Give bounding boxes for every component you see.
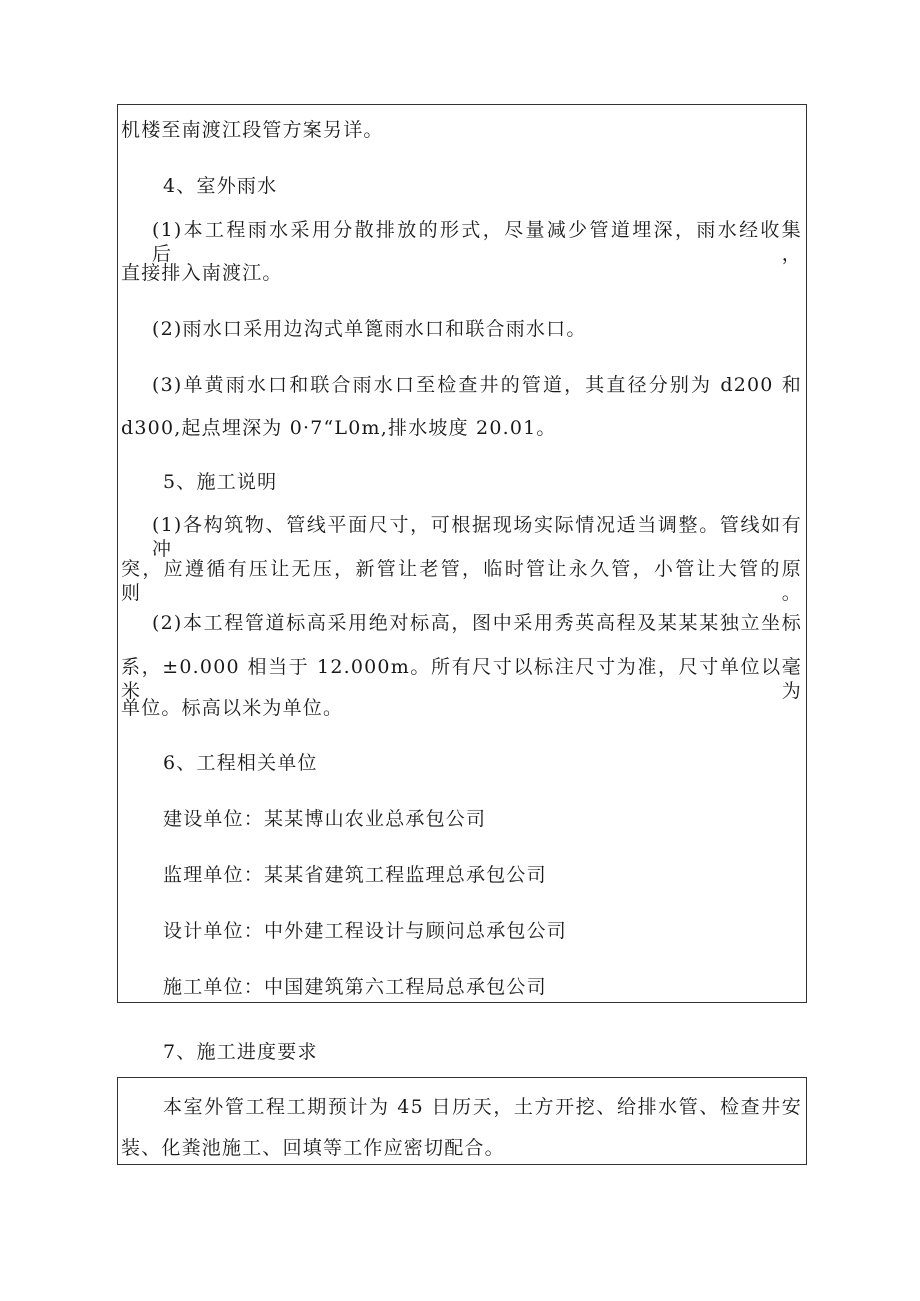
section-4-para-1-line-1: (1)本工程雨水采用分散排放的形式，尽量减少管道埋深，雨水经收集后， xyxy=(152,219,802,265)
section-5-para-1-line-2: 突，应遵循有压让无压，新管让老管，临时管让永久管，小管让大管的原则。 xyxy=(121,558,802,604)
section-7-para-line-2: 装、化粪池施工、回填等工作应密切配合。 xyxy=(121,1137,505,1159)
section-4-para-3-line-1: (3)单黄雨水口和联合雨水口至检查井的管道，其直径分别为 d200 和 xyxy=(152,374,802,396)
section-6-heading: 6、工程相关单位 xyxy=(163,752,318,774)
section-4-para-1-line-2: 直接排入南渡江。 xyxy=(121,262,283,284)
unit-contractor: 施工单位：中国建筑第六工程局总承包公司 xyxy=(163,976,547,998)
section-5-heading: 5、施工说明 xyxy=(163,471,278,493)
section-4-heading: 4、室外雨水 xyxy=(163,175,278,197)
section-5-para-2-line-2: 系，±0.000 相当于 12.000m。所有尺寸以标注尺寸为准，尺寸单位以毫米为 xyxy=(121,656,802,702)
unit-supervisor: 监理单位：某某省建筑工程监理总承包公司 xyxy=(163,864,547,886)
section-7-para-line-1: 本室外管工程工期预计为 45 日历天，土方开挖、给排水管、检查井安 xyxy=(163,1096,802,1118)
section-4-para-3-line-2: d300,起点埋深为 0·7“L0m,排水坡度 20.01。 xyxy=(121,417,557,439)
section-4-para-2: (2)雨水口采用边沟式单篦雨水口和联合雨水口。 xyxy=(152,318,587,340)
unit-construction-owner: 建设单位：某某博山农业总承包公司 xyxy=(163,808,487,830)
section-5-para-2-line-1: (2)本工程管道标高采用绝对标高，图中采用秀英高程及某某某独立坐标 xyxy=(152,612,802,634)
section-5-para-1-line-1: (1)各构筑物、管线平面尺寸，可根据现场实际情况适当调整。管线如有冲 xyxy=(152,514,802,560)
section-7-heading: 7、施工进度要求 xyxy=(163,1041,318,1063)
intro-text: 机楼至南渡江段管方案另详。 xyxy=(121,119,384,141)
unit-designer: 设计单位：中外建工程设计与顾问总承包公司 xyxy=(163,920,568,942)
section-5-para-2-line-3: 单位。标高以米为单位。 xyxy=(121,697,344,719)
